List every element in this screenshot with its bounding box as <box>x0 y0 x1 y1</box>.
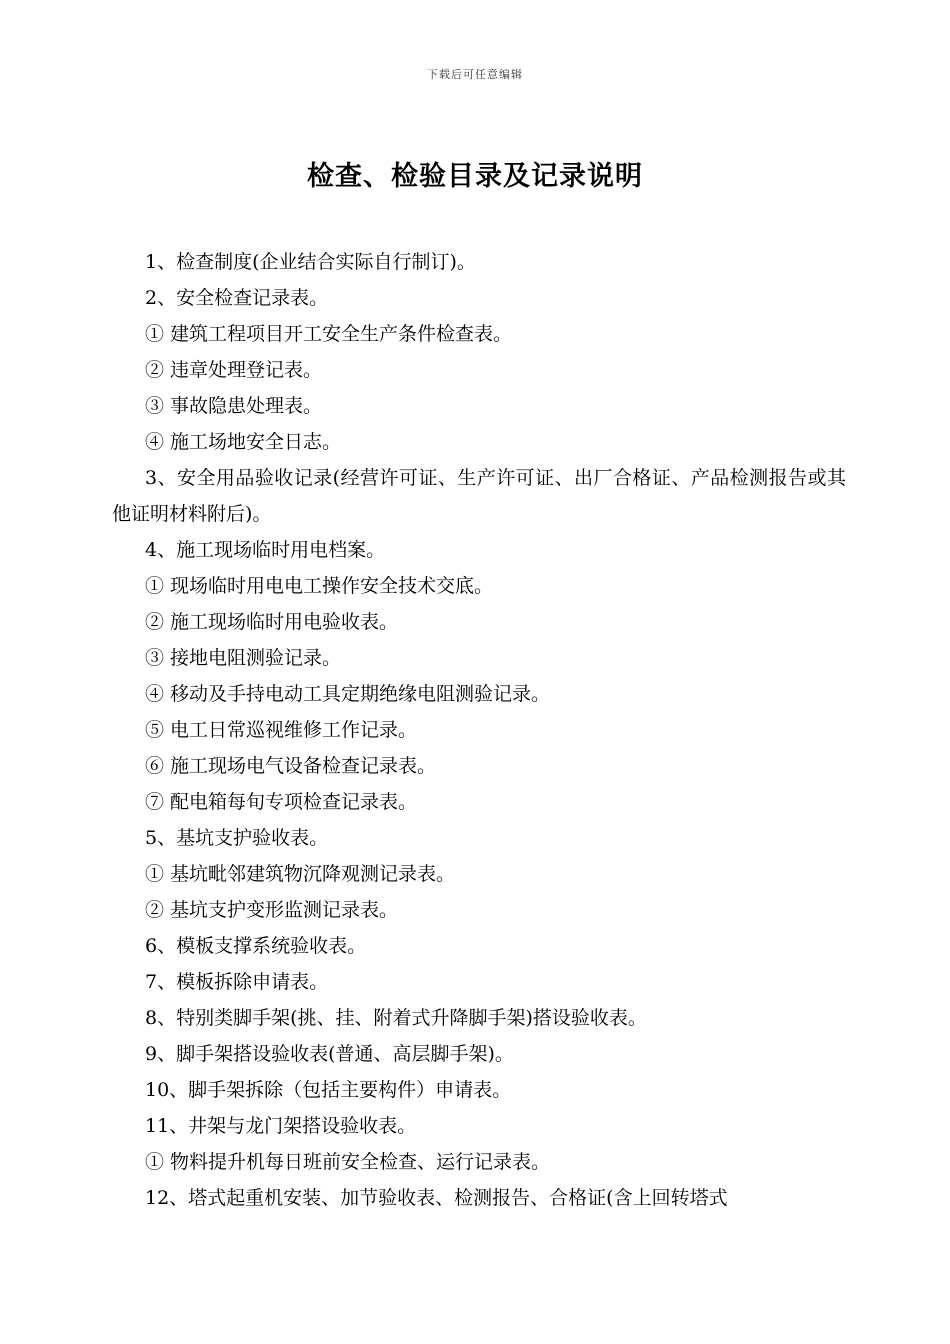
list-item: ② 基坑支护变形监测记录表。 <box>145 899 399 921</box>
list-item: 11、井架与龙门架搭设验收表。 <box>145 1115 417 1137</box>
document-title: 检查、检验目录及记录说明 <box>307 161 643 192</box>
list-item: 6、模板支撑系统验收表。 <box>145 935 367 957</box>
list-item: 3、安全用品验收记录(经营许可证、生产许可证、出厂合格证、产品检测报告或其他证明材料附后)。 <box>112 467 846 525</box>
list-item: ⑦ 配电箱每旬专项检查记录表。 <box>145 791 418 813</box>
list-item: ⑥ 施工现场电气设备检查记录表。 <box>145 755 437 777</box>
list-item: 7、模板拆除申请表。 <box>145 971 329 993</box>
list-item: ① 现场临时用电电工操作安全技术交底。 <box>145 575 494 597</box>
list-item: ③ 接地电阻测验记录。 <box>145 647 342 669</box>
document-body <box>112 244 846 1216</box>
list-item: 8、特别类脚手架(挑、挂、附着式升降脚手架)搭设验收表。 <box>145 1007 647 1029</box>
list-item: ② 违章处理登记表。 <box>145 359 323 381</box>
list-item: ① 建筑工程项目开工安全生产条件检查表。 <box>145 323 513 345</box>
list-item: 1、检查制度(企业结合实际自行制订)。 <box>145 251 476 273</box>
list-item: 12、塔式起重机安装、加节验收表、检测报告、合格证(含上回转塔式 <box>145 1187 728 1209</box>
header-note: 下载后可任意编辑 <box>427 68 523 81</box>
list-item: ⑤ 电工日常巡视维修工作记录。 <box>145 719 418 741</box>
list-item: ③ 事故隐患处理表。 <box>145 395 323 417</box>
list-item: ④ 施工场地安全日志。 <box>145 431 342 453</box>
list-item: ④ 移动及手持电动工具定期绝缘电阻测验记录。 <box>145 683 551 705</box>
list-item: 5、基坑支护验收表。 <box>145 827 329 849</box>
list-item: 10、脚手架拆除（包括主要构件）申请表。 <box>145 1079 512 1101</box>
list-item: 9、脚手架搭设验收表(普通、高层脚手架)。 <box>145 1043 514 1065</box>
list-item: 2、安全检查记录表。 <box>145 287 329 309</box>
list-item: ① 基坑毗邻建筑物沉降观测记录表。 <box>145 863 456 885</box>
list-item: ① 物料提升机每日班前安全检查、运行记录表。 <box>145 1151 551 1173</box>
list-item: 4、施工现场临时用电档案。 <box>145 539 386 561</box>
list-item: ② 施工现场临时用电验收表。 <box>145 611 399 633</box>
